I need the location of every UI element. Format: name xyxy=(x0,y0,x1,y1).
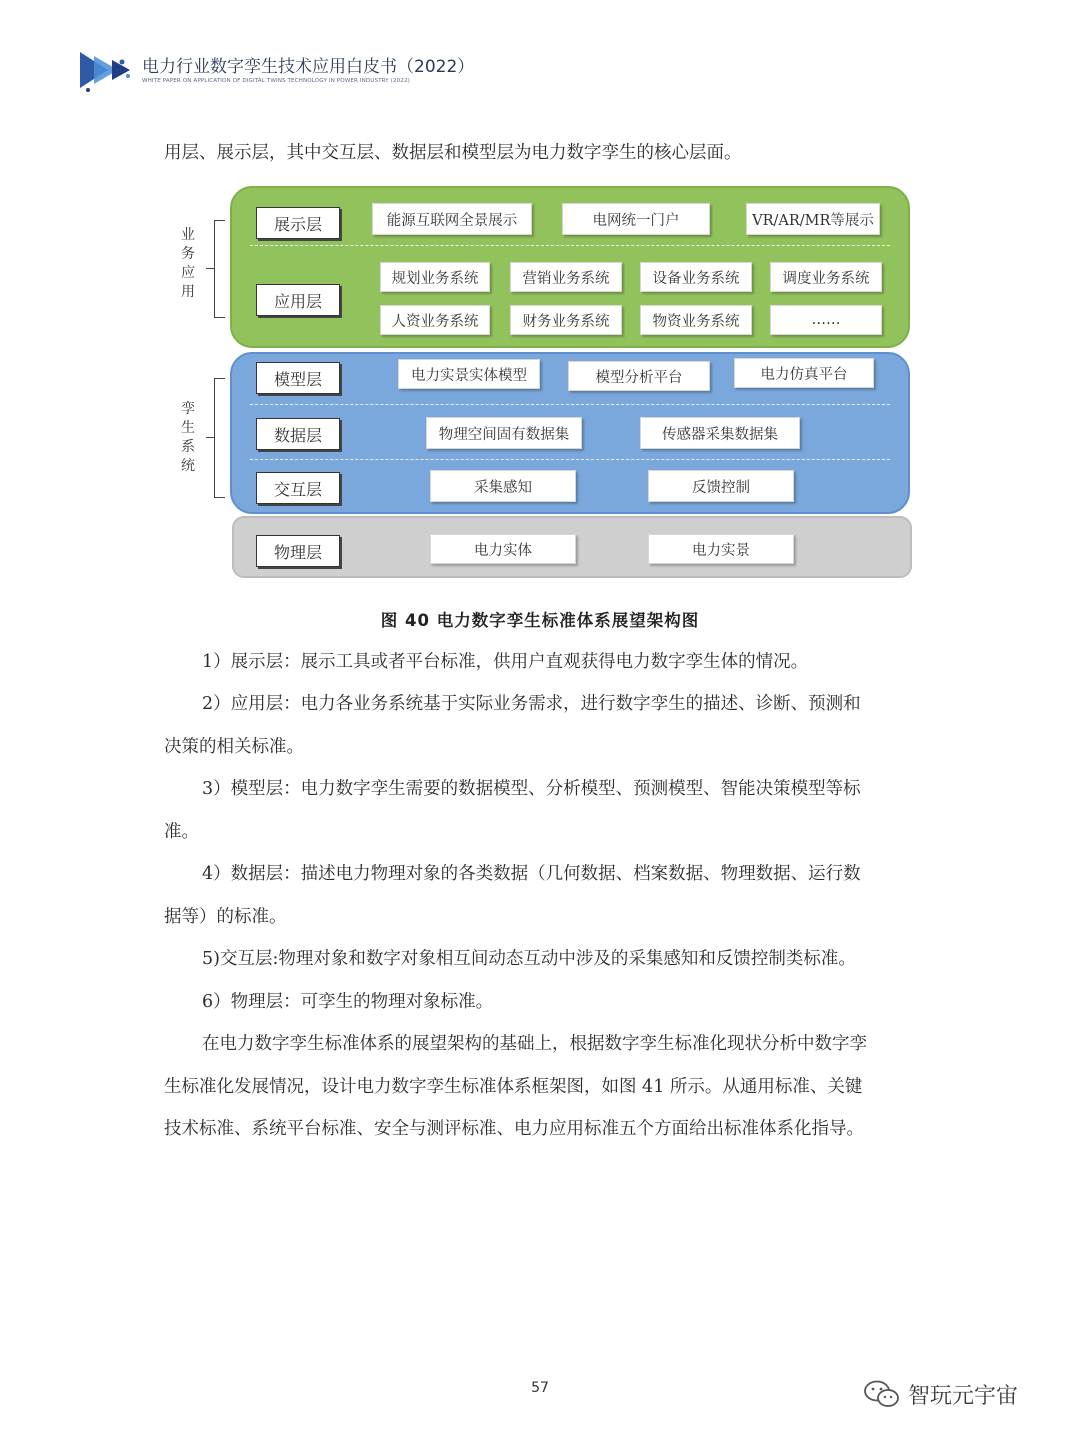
application-item: 营销业务系统 xyxy=(510,262,622,292)
application-item: 调度业务系统 xyxy=(770,262,882,292)
watermark-text: 智玩元宇宙 xyxy=(908,1383,1019,1409)
wechat-watermark xyxy=(862,1378,1018,1410)
business-brace xyxy=(214,220,225,318)
layer-physical: 物理层 xyxy=(256,535,340,567)
layer-data: 数据层 xyxy=(256,418,340,450)
header-subtitle: WHITE PAPER ON APPLICATION OF DIGITAL TWINS TECHNOLOGY IN POWER INDUSTRY (2022) xyxy=(142,78,410,84)
paragraph-line: 据等）的标准。 xyxy=(164,907,287,927)
paragraph-line: 4）数据层：描述电力物理对象的各类数据（几何数据、档案数据、物理数据、运行数 xyxy=(202,864,861,884)
data-item: 传感器采集数据集 xyxy=(640,417,800,449)
physical-item: 电力实体 xyxy=(430,534,576,564)
paragraph-line: 技术标准、系统平台标准、安全与测评标准、电力应用标准五个方面给出标准体系化指导。 xyxy=(164,1119,864,1139)
layer-model: 模型层 xyxy=(256,362,340,394)
display-item: 电网统一门户 xyxy=(562,203,710,235)
application-item: 人资业务系统 xyxy=(380,305,490,335)
display-item: 能源互联网全景展示 xyxy=(372,203,532,235)
layer-display: 展示层 xyxy=(256,207,340,239)
group-label-business: 业务应用 xyxy=(181,227,195,300)
paragraph-line: 2）应用层：电力各业务系统基于实际业务需求，进行数字孪生的描述、诊断、预测和 xyxy=(202,694,861,714)
wechat-icon xyxy=(862,1378,902,1410)
paragraph-line: 生标准化发展情况，设计电力数字孪生标准体系框架图，如图 41 所示。从通用标准、关键 xyxy=(164,1077,863,1097)
figure-caption: 图 40 电力数字孪生标准体系展望架构图 xyxy=(380,611,700,630)
layer-interaction: 交互层 xyxy=(256,472,340,504)
group-label-twin: 孪生系统 xyxy=(181,401,195,474)
paragraph-line: 3）模型层：电力数字孪生需要的数据模型、分析模型、预测模型、智能决策模型等标 xyxy=(202,779,861,799)
paragraph-line: 准。 xyxy=(164,822,199,842)
band-divider xyxy=(250,404,890,405)
paragraph-line: 1）展示层：展示工具或者平台标准，供用户直观获得电力数字孪生体的情况。 xyxy=(202,652,809,672)
page-header xyxy=(78,44,498,96)
paragraph-line: 决策的相关标准。 xyxy=(164,737,304,757)
application-item: 物资业务系统 xyxy=(640,305,752,335)
application-item: …… xyxy=(770,305,882,335)
interaction-item: 采集感知 xyxy=(430,470,576,502)
application-item: 财务业务系统 xyxy=(510,305,622,335)
application-item: 规划业务系统 xyxy=(380,262,490,292)
paragraph-line: 6）物理层：可孪生的物理对象标准。 xyxy=(202,992,494,1012)
whitepaper-logo-icon xyxy=(78,46,138,94)
model-item: 电力实景实体模型 xyxy=(398,359,540,389)
band-divider xyxy=(250,245,890,246)
display-item: VR/AR/MR等展示 xyxy=(746,203,880,235)
intro-line: 用层、展示层，其中交互层、数据层和模型层为电力数字孪生的核心层面。 xyxy=(164,143,742,163)
model-item: 电力仿真平台 xyxy=(734,358,874,388)
data-item: 物理空间固有数据集 xyxy=(426,417,582,449)
physical-item: 电力实景 xyxy=(648,534,794,564)
model-item: 模型分析平台 xyxy=(568,361,710,391)
interaction-item: 反馈控制 xyxy=(648,470,794,502)
layer-application: 应用层 xyxy=(256,284,340,316)
twin-brace-tick xyxy=(206,437,214,438)
paragraph-line: 在电力数字孪生标准体系的展望架构的基础上，根据数字孪生标准化现状分析中数字孪 xyxy=(202,1034,867,1054)
page-number: 57 xyxy=(531,1380,549,1396)
header-title: 电力行业数字孪生技术应用白皮书（2022） xyxy=(142,57,475,77)
twin-brace xyxy=(214,378,225,498)
application-item: 设备业务系统 xyxy=(640,262,752,292)
band-divider xyxy=(250,459,890,460)
business-brace-tick xyxy=(206,268,214,269)
paragraph-line: 5)交互层:物理对象和数字对象相互间动态互动中涉及的采集感知和反馈控制类标准。 xyxy=(202,949,856,969)
